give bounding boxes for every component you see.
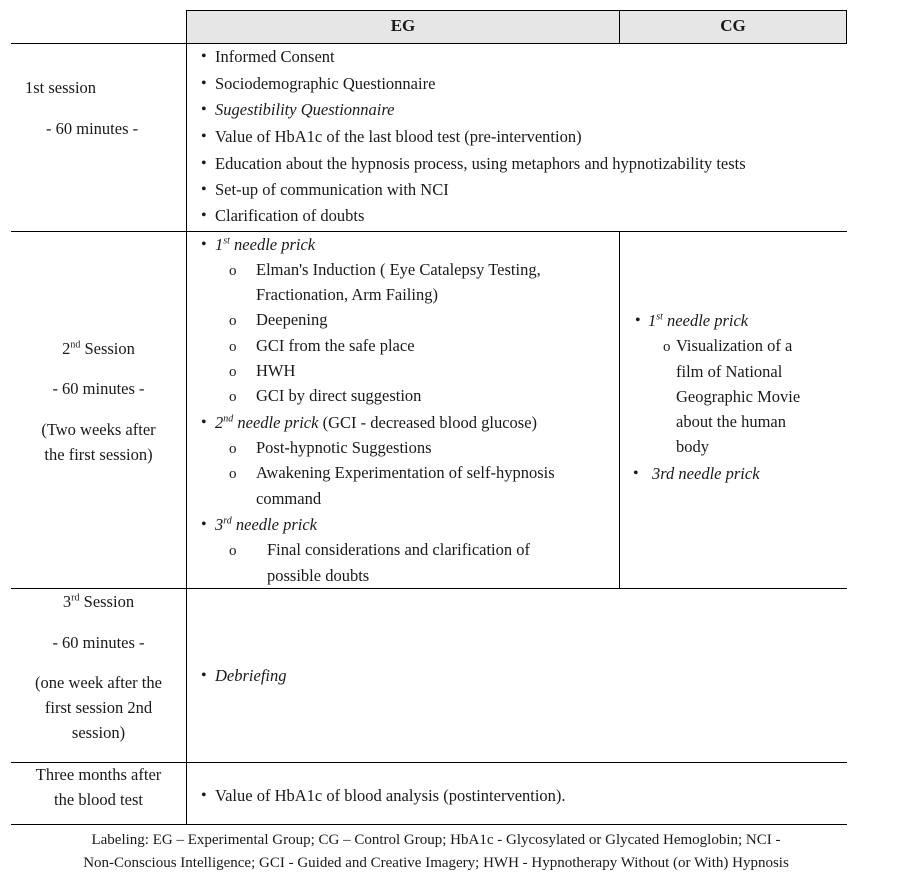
session3-note: (one week after the (35, 673, 162, 692)
session2-label: 2nd Session (62, 339, 135, 358)
session3-duration: - 60 minutes - (52, 633, 145, 652)
eg-sub-item: GCI by direct suggestion (256, 386, 422, 405)
bullet-icon: • (635, 312, 641, 329)
table-rule (11, 588, 847, 589)
eg-sub-item: Post-hypnotic Suggestions (256, 438, 432, 457)
session3-note: session) (71, 723, 126, 742)
eg-prick3: 3rd needle prick (215, 515, 317, 534)
eg-sub-item: GCI from the safe place (256, 336, 415, 355)
final-label: the blood test (54, 790, 143, 809)
cg-visualization: film of National (676, 362, 783, 381)
cg-visualization: about the human (676, 412, 786, 431)
table-rule (11, 231, 847, 232)
eg-sub-item: Elman's Induction ( Eye Catalepsy Testing, (256, 260, 541, 279)
eg-prick1: 1st needle prick (215, 235, 316, 254)
eg-prick2: 2nd needle prick (GCI - decreased blood glucose) (215, 413, 538, 432)
circle-bullet-icon: o (229, 313, 237, 329)
bullet-icon: • (201, 787, 207, 804)
bullet-icon: • (633, 465, 639, 482)
session2-note: (Two weeks after (41, 420, 156, 439)
eg-sub-item: HWH (256, 361, 296, 380)
bullet-icon: • (201, 207, 207, 224)
bullet-icon: • (201, 128, 207, 145)
circle-bullet-icon: o (229, 364, 237, 380)
bullet-icon: • (201, 667, 207, 684)
circle-bullet-icon: o (229, 263, 237, 279)
eg-sub-item: Awakening Experimentation of self-hypnosis (256, 463, 555, 482)
cg-visualization: Visualization of a (676, 336, 793, 355)
final-label: Three months after (35, 765, 162, 784)
circle-bullet-icon: o (663, 339, 671, 355)
bullet-icon: • (201, 75, 207, 92)
table-rule (11, 762, 847, 763)
circle-bullet-icon: o (229, 441, 237, 457)
circle-bullet-icon: o (229, 389, 237, 405)
bullet-icon: • (201, 155, 207, 172)
table-rule (619, 231, 620, 589)
table-rule (846, 10, 847, 44)
table-rule (186, 10, 187, 825)
eg-sub-item: Deepening (256, 310, 328, 329)
bullet-icon: • (201, 181, 207, 198)
s1-item: Education about the hypnosis process, using metaphors and hypnotizability tests (215, 154, 746, 173)
eg-sub-item: Fractionation, Arm Failing) (256, 285, 438, 304)
table-rule (11, 43, 847, 44)
cg-prick3: 3rd needle prick (652, 464, 760, 483)
session3-label: 3rd Session (62, 592, 135, 611)
s3-item: Debriefing (215, 666, 287, 685)
header-eg: EG (390, 16, 416, 35)
eg-sub-item: Final considerations and clarification of (267, 540, 531, 559)
cg-prick1: 1st needle prick (648, 311, 749, 330)
session3-note: first session 2nd (44, 698, 153, 717)
s1-item: Clarification of doubts (215, 206, 365, 225)
circle-bullet-icon: o (229, 339, 237, 355)
circle-bullet-icon: o (229, 543, 237, 559)
cg-visualization: Geographic Movie (676, 387, 801, 406)
table-caption: Non-Conscious Intelligence; GCI - Guided and Creative Imagery; HWH - Hypnotherapy Without (or With) Hypnosis (83, 855, 789, 871)
session2-duration: - 60 minutes - (52, 379, 145, 398)
bullet-icon: • (201, 101, 207, 118)
s1-item: Value of HbA1c of the last blood test (pre-intervention) (215, 127, 582, 146)
bullet-icon: • (201, 48, 207, 65)
final-item: Value of HbA1c of blood analysis (postintervention). (215, 786, 566, 805)
bullet-icon: • (201, 516, 207, 533)
table-rule (11, 824, 847, 825)
circle-bullet-icon: o (229, 466, 237, 482)
eg-sub-item: possible doubts (267, 566, 370, 585)
bullet-icon: • (201, 236, 207, 253)
s1-item: Informed Consent (215, 47, 335, 66)
session2-note: the first session) (44, 445, 153, 464)
cg-visualization: body (676, 437, 709, 456)
s1-item: Set-up of communication with NCI (215, 180, 449, 199)
s1-item: Sugestibility Questionnaire (215, 100, 395, 119)
table-rule (187, 10, 847, 11)
eg-sub-item: command (256, 489, 322, 508)
session1-label: 1st session (25, 78, 97, 97)
header-cg: CG (720, 16, 746, 35)
bullet-icon: • (201, 414, 207, 431)
session1-duration: - 60 minutes - (46, 119, 139, 138)
table-caption: Labeling: EG – Experimental Group; CG – Control Group; HbA1c - Glycosylated or Glycated Hemoglobin; NCI - (91, 832, 781, 848)
s1-item: Sociodemographic Questionnaire (215, 74, 436, 93)
